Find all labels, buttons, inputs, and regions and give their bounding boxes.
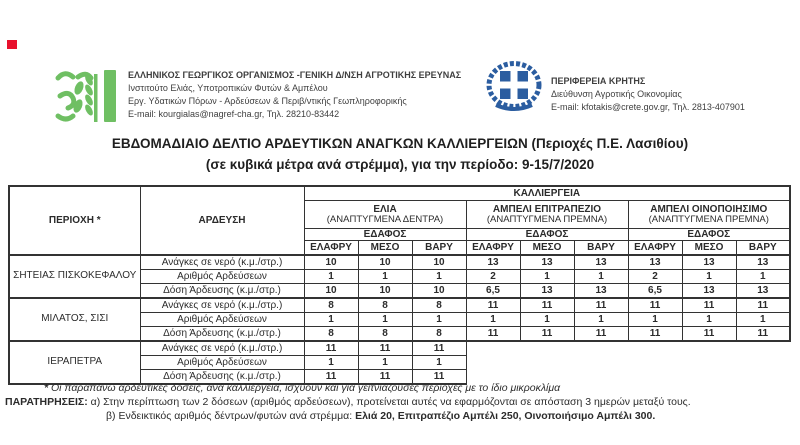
value-cell: 1: [358, 270, 412, 284]
value-cell: 11: [628, 298, 682, 313]
value-cell: 11: [358, 341, 412, 356]
remarks-label: ΠΑΡΑΤΗΡΗΣΕΙΣ:: [5, 396, 88, 408]
value-cell: 11: [358, 370, 412, 385]
value-cell: 13: [520, 255, 574, 270]
value-cell: 1: [736, 270, 790, 284]
crops-header: ΚΑΛΛΙΕΡΓΕΙΑ: [304, 186, 790, 201]
row-label-cell: Δόση Άρδευσης (κ.μ./στρ.): [140, 284, 304, 299]
value-cell: 11: [574, 327, 628, 342]
crop-group-name: ΑΜΠΕΛΙ ΕΠΙΤΡΑΠΕΖΙΟ: [492, 203, 602, 215]
header-left: [54, 66, 461, 126]
value-cell: 13: [574, 284, 628, 299]
crop-group-name: ΑΜΠΕΛΙ ΟΙΝΟΠΟΙΗΣΙΜΟ: [650, 203, 768, 215]
value-cell: 1: [304, 313, 358, 327]
value-cell: 8: [412, 327, 466, 342]
value-cell: 11: [304, 370, 358, 385]
value-cell: 6,5: [466, 284, 520, 299]
row-label-cell: Ανάγκες σε νερό (κ.μ./στρ.): [140, 298, 304, 313]
value-cell: 13: [682, 284, 736, 299]
soil-type: ΕΛΑΦΡΥ: [628, 241, 682, 256]
soil-header: ΕΔΑΦΟΣ: [466, 229, 628, 241]
value-cell: 1: [412, 356, 466, 370]
page-title: ΕΒΔΟΜΑΔΙΑΙΟ ΔΕΛΤΙΟ ΑΡΔΕΥΤΙΚΩΝ ΑΝΑΓΚΩΝ ΚΑΛΛΙΕΡΓΕΙΩΝ (Περιοχές Π.Ε. Λασιθίου): [111, 136, 689, 151]
value-cell: 11: [682, 327, 736, 342]
value-cell: 13: [466, 255, 520, 270]
crop-group-sub: (ΑΝΑΠΤΥΓΜΕΝΑ ΠΡΕΜΝΑ): [648, 213, 769, 225]
value-cell: 1: [412, 313, 466, 327]
value-cell: 11: [520, 327, 574, 342]
region-name-cell: ΙΕΡΑΠΕΤΡΑ: [9, 341, 140, 384]
row-label-cell: Ανάγκες σε νερό (κ.μ./στρ.): [140, 255, 304, 270]
footnote-star: *: [44, 382, 49, 394]
crop-group-sub: (ΑΝΑΠΤΥΓΜΕΝΑ ΠΡΕΜΝΑ): [486, 213, 608, 225]
value-cell: 1: [574, 270, 628, 284]
value-cell: 1: [412, 270, 466, 284]
value-cell: 1: [358, 356, 412, 370]
value-cell: 8: [304, 298, 358, 313]
remark-a-text: α) Στην περίπτωση των 2 δόσεων (αριθμός αρδεύσεων), προτείνεται αυτές να εφαρμόζονται σε απόσταση 3 ημερών μεταξύ τους.: [90, 396, 691, 408]
value-cell: 1: [682, 313, 736, 327]
soil-type: ΜΕΣΟ: [358, 241, 412, 256]
row-label-cell: Αριθμός Αρδεύσεων: [140, 313, 304, 327]
org-name: ΕΛΛΗΝΙΚΟΣ ΓΕΩΡΓΙΚΟΣ ΟΡΓΑΝΙΣΜΟΣ -ΓΕΝΙΚΗ Δ/ΝΣΗ ΑΓΡΟΤΙΚΗΣ ΕΡΕΥΝΑΣ: [128, 70, 462, 80]
value-cell: 1: [466, 313, 520, 327]
value-cell: 13: [736, 255, 790, 270]
remark-b-values: Ελιά 20, Επιτραπέζιο Αμπέλι 250, Οινοποιήσιμο Αμπέλι 300.: [355, 410, 656, 422]
irrigation-table-wrapper: [8, 185, 791, 385]
value-cell: 1: [736, 313, 790, 327]
crop-group-sub: (ΑΝΑΠΤΥΓΜΕΝΑ ΔΕΝΤΡΑ): [326, 213, 444, 225]
value-cell: 11: [736, 298, 790, 313]
region-contact: E-mail: kfotakis@crete.gov.gr, Τηλ. 2813-407901: [551, 102, 745, 112]
elgo-wheat-logo-icon: [54, 66, 118, 126]
value-cell: 2: [466, 270, 520, 284]
value-cell: 10: [412, 284, 466, 299]
value-cell: 11: [466, 327, 520, 342]
row-label-cell: Αριθμός Αρδεύσεων: [140, 270, 304, 284]
region-name-cell: ΜΙΛΑΤΟΣ, ΣΙΣΙ: [9, 298, 140, 341]
red-marker-square: [7, 40, 17, 49]
header-right: [486, 60, 745, 114]
value-cell: 1: [520, 270, 574, 284]
row-label-cell: Δόση Άρδευσης (κ.μ./στρ.): [140, 370, 304, 385]
value-cell: 13: [574, 255, 628, 270]
region-name: ΠΕΡΙΦΕΡΕΙΑ ΚΡΗΤΗΣ: [551, 76, 646, 86]
value-cell: 1: [358, 313, 412, 327]
soil-type: ΕΛΑΦΡΥ: [466, 241, 520, 256]
value-cell: 13: [736, 284, 790, 299]
row-label-cell: Ανάγκες σε νερό (κ.μ./στρ.): [140, 341, 304, 356]
col-header-region: ΠΕΡΙΟΧΗ *: [9, 186, 140, 255]
soil-type: ΒΑΡΥ: [574, 241, 628, 256]
footnote-text: Οι παραπάνω αρδευτικές δόσεις, ανά καλλιέργεια, ισχύουν και για γειτνιάζουσες περιοχές με το ίδιο μικροκλίμα: [51, 382, 561, 394]
row-label-cell: Δόση Άρδευσης (κ.μ./στρ.): [140, 327, 304, 342]
value-cell: 11: [466, 298, 520, 313]
soil-type: ΒΑΡΥ: [736, 241, 790, 256]
soil-type: ΕΛΑΦΡΥ: [304, 241, 358, 256]
value-cell: 2: [628, 270, 682, 284]
crop-group-olive: [304, 201, 466, 229]
empty-region-cell: [466, 341, 790, 384]
value-cell: 10: [358, 284, 412, 299]
remarks-line-b: [106, 410, 655, 422]
value-cell: 11: [304, 341, 358, 356]
remark-b-text: β) Ενδεικτικός αριθμός δέντρων/φυτών ανά στρέμμα:: [106, 410, 356, 422]
region-name-cell: ΣΗΤΕΙΑΣ ΠΙΣΚΟΚΕΦΑΛΟΥ: [9, 255, 140, 298]
soil-header: ΕΔΑΦΟΣ: [628, 229, 790, 241]
org-lab: Εργ. Υδατικών Πόρων - Αρδεύσεων & Περιβ/ντικής Γεωπληροφορικής: [128, 96, 407, 106]
crete-region-emblem-icon: [486, 60, 542, 114]
value-cell: 1: [574, 313, 628, 327]
value-cell: 11: [412, 341, 466, 356]
value-cell: 10: [304, 255, 358, 270]
value-cell: 8: [304, 327, 358, 342]
value-cell: 13: [682, 255, 736, 270]
soil-type: ΜΕΣΟ: [520, 241, 574, 256]
value-cell: 11: [736, 327, 790, 342]
value-cell: 8: [412, 298, 466, 313]
table-row: [9, 186, 790, 201]
org-contact: E-mail: kourgialas@nagref-cha.gr, Τηλ. 28210-83442: [128, 109, 340, 119]
region-directorate: Διεύθυνση Αγροτικής Οικονομίας: [551, 89, 682, 99]
value-cell: 1: [682, 270, 736, 284]
value-cell: 8: [358, 327, 412, 342]
crop-group-name: ΕΛΙΑ: [373, 203, 397, 215]
crop-group-table-grape: [466, 201, 628, 229]
table-row: [9, 341, 790, 356]
value-cell: 1: [628, 313, 682, 327]
value-cell: 11: [412, 370, 466, 385]
value-cell: 1: [520, 313, 574, 327]
value-cell: 13: [520, 284, 574, 299]
value-cell: 11: [574, 298, 628, 313]
value-cell: 11: [520, 298, 574, 313]
footnote-microclimate: [44, 382, 560, 394]
soil-type: ΜΕΣΟ: [682, 241, 736, 256]
irrigation-table: [8, 185, 791, 385]
col-header-irrigation: ΑΡΔΕΥΣΗ: [140, 186, 304, 255]
soil-header: ΕΔΑΦΟΣ: [304, 229, 466, 241]
value-cell: 13: [628, 255, 682, 270]
value-cell: 10: [412, 255, 466, 270]
page-subtitle: (σε κυβικά μέτρα ανά στρέμμα), για την περίοδο: 9-15/7/2020: [205, 157, 595, 172]
value-cell: 1: [304, 356, 358, 370]
crop-group-wine-grape: [628, 201, 790, 229]
soil-type: ΒΑΡΥ: [412, 241, 466, 256]
value-cell: 11: [628, 327, 682, 342]
value-cell: 10: [304, 284, 358, 299]
table-row: [9, 298, 790, 313]
row-label-cell: Αριθμός Αρδεύσεων: [140, 356, 304, 370]
table-row: [9, 255, 790, 270]
value-cell: 8: [358, 298, 412, 313]
org-institute: Ινστιτούτο Ελιάς, Υποτροπικών Φυτών & Αμπέλου: [128, 83, 328, 93]
value-cell: 1: [304, 270, 358, 284]
value-cell: 10: [358, 255, 412, 270]
value-cell: 6,5: [628, 284, 682, 299]
value-cell: 11: [682, 298, 736, 313]
remarks-line-a: [5, 396, 691, 408]
